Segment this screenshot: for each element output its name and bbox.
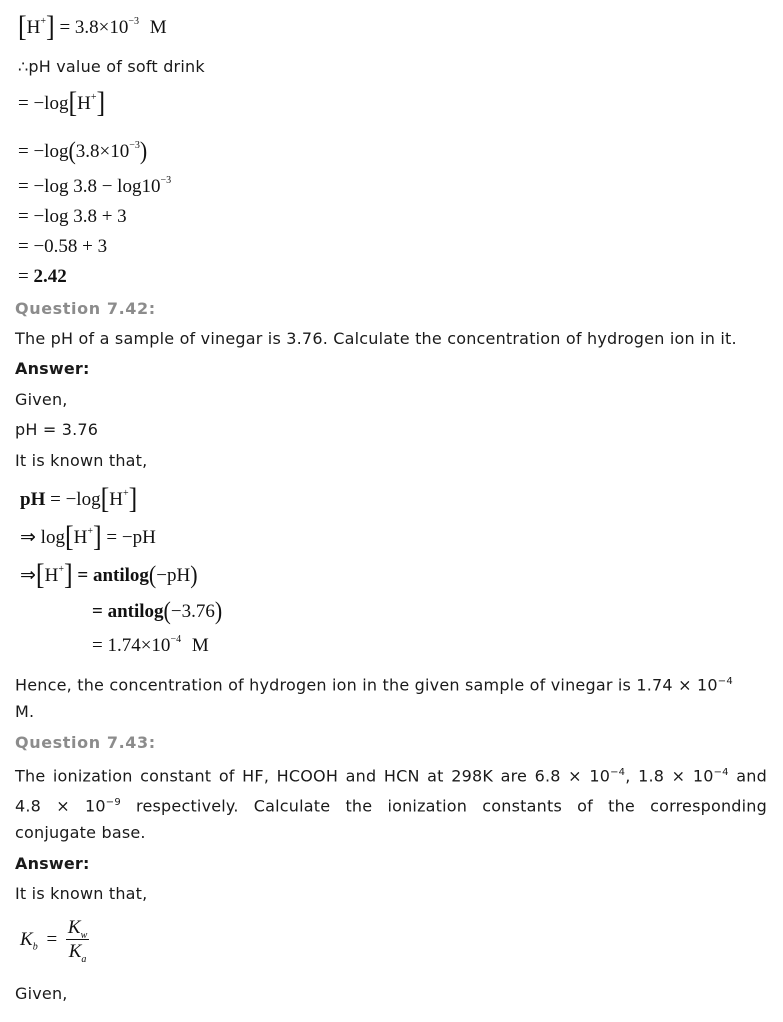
therefore-symbol: ∴: [18, 57, 29, 76]
ph-value: pH = 3.76: [15, 420, 99, 439]
step-5: = −0.58 + 3: [18, 236, 108, 257]
vinegar-eq-2: ⇒ log[H+] = −pH: [20, 519, 156, 554]
vinegar-eq-3: ⇒[H+] = antilog(−pH): [20, 557, 198, 592]
given-label: Given,: [15, 390, 68, 409]
step-6-result: = 2.42: [18, 266, 67, 287]
question-7-43-title: Question 7.43:: [15, 733, 156, 752]
vinegar-conclusion: Hence, the concentration of hydrogen ion in the given sample of vinegar is $1.74 \times 10^{-4}$: [15, 675, 733, 695]
question-7-42-text: The pH of a sample of vinegar is 3.76. Calculate the concentration of hydrogen ion in it.: [15, 329, 737, 348]
vinegar-conclusion-unit: M.: [15, 702, 35, 721]
question-7-43-text-line1: The ionization constant of HF, HCOOH and HCN at 298K are $6.8 \times 10^{-4}$, $1.8 \times 10^{-4}$ and: [15, 766, 767, 786]
kb-fraction: $\frac{K_w}{K_a}$: [67, 917, 88, 965]
therefore-line: ∴pH value of soft drink: [18, 57, 205, 76]
vinegar-eq-5: = $1.74\times 10^{-4}$ M: [92, 633, 209, 656]
step-3: = −log $3.8 - \log 10^{-3}$: [18, 174, 172, 197]
answer-label-7-43: Answer:: [15, 854, 90, 873]
eq-h-concentration: $[H^+] = 3.8\times 10^{-3}$ M: [18, 9, 167, 44]
step-2: = $-\log(3.8\times 10^{-3})$: [18, 136, 148, 165]
question-7-42-title: Question 7.42:: [15, 299, 156, 318]
known-label-7-43: It is known that,: [15, 884, 148, 903]
step-4: = −log 3.8 + 3: [18, 206, 127, 227]
answer-label: Answer:: [15, 359, 90, 378]
step-1: = −log[H+]: [18, 85, 106, 120]
kb-formula: $K_b$ = $\frac{K_w}{K_a}$: [20, 917, 88, 965]
known-label: It is known that,: [15, 451, 148, 470]
vinegar-eq-1: pH = −log[H+]: [20, 481, 138, 516]
given-label-7-43: Given,: [15, 984, 68, 1003]
question-7-43-text-line3: conjugate base.: [15, 823, 146, 842]
vinegar-eq-4: = antilog(−3.76): [92, 596, 223, 625]
question-7-43-text-line2: $4.8 \times 10^{-9}$ respectively. Calculate the ionization constants of the corresponding: [15, 796, 768, 816]
